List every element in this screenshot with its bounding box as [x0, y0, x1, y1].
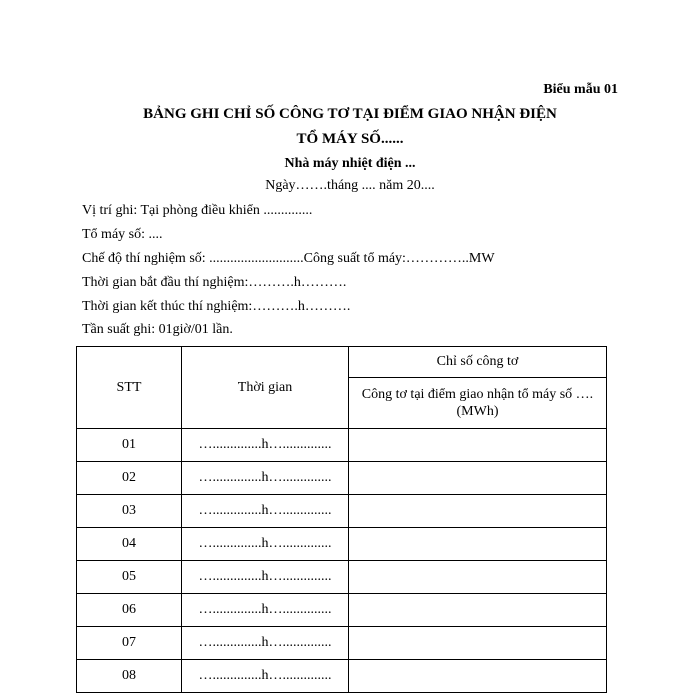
- test-mode-capacity: Chế độ thí nghiệm số: ...........................Công suất tổ máy:…………..MW: [82, 251, 495, 266]
- row-stt: 08: [77, 660, 182, 693]
- table-row: [77, 660, 607, 693]
- row-meter-value[interactable]: [349, 561, 607, 594]
- row-stt: 07: [77, 627, 182, 660]
- row-time[interactable]: …..............h…..............: [182, 627, 349, 660]
- row-time[interactable]: …..............h…..............: [182, 429, 349, 462]
- meter-reading-table: [76, 346, 607, 693]
- form-code: Biểu mẫu 01: [543, 82, 618, 97]
- row-stt: 03: [77, 495, 182, 528]
- table-body: [77, 429, 607, 693]
- row-time[interactable]: …..............h…..............: [182, 594, 349, 627]
- row-time[interactable]: …..............h…..............: [182, 528, 349, 561]
- unit-number: Tổ máy số: ....: [82, 227, 163, 242]
- recording-frequency: Tần suất ghi: 01giờ/01 lần.: [82, 322, 233, 337]
- row-meter-value[interactable]: [349, 462, 607, 495]
- table-row: [77, 627, 607, 660]
- row-meter-value[interactable]: [349, 660, 607, 693]
- row-meter-value[interactable]: [349, 594, 607, 627]
- row-meter-value[interactable]: [349, 627, 607, 660]
- table-row: [77, 495, 607, 528]
- row-stt: 01: [77, 429, 182, 462]
- time-header: Thời gian: [182, 347, 349, 429]
- plant-name: Nhà máy nhiệt điện ...: [284, 156, 416, 171]
- recording-location: Vị trí ghi: Tại phòng điều khiển ..............: [82, 203, 313, 218]
- table-row: [77, 561, 607, 594]
- test-start-time: Thời gian bắt đầu thí nghiệm:……….h……….: [82, 275, 347, 290]
- table-row: [77, 429, 607, 462]
- row-stt: 04: [77, 528, 182, 561]
- row-time[interactable]: …..............h…..............: [182, 462, 349, 495]
- row-stt: 05: [77, 561, 182, 594]
- row-time[interactable]: …..............h…..............: [182, 660, 349, 693]
- row-stt: 02: [77, 462, 182, 495]
- row-meter-value[interactable]: [349, 528, 607, 561]
- stt-header: STT: [77, 347, 182, 429]
- table-row: [77, 528, 607, 561]
- document-title: BẢNG GHI CHỈ SỐ CÔNG TƠ TẠI ĐIỂM GIAO NHẬN ĐIỆN: [143, 106, 557, 122]
- date-line: Ngày…….tháng .... năm 20....: [265, 178, 435, 193]
- row-time[interactable]: …..............h…..............: [182, 561, 349, 594]
- row-time[interactable]: …..............h…..............: [182, 495, 349, 528]
- row-meter-value[interactable]: [349, 495, 607, 528]
- table-row: [77, 594, 607, 627]
- test-end-time: Thời gian kết thúc thí nghiệm:……….h……….: [82, 299, 351, 314]
- table-row: [77, 462, 607, 495]
- unit-title: TỔ MÁY SỐ......: [296, 131, 404, 147]
- row-stt: 06: [77, 594, 182, 627]
- meter-sub-header: Công tơ tại điểm giao nhận tổ máy số …. (MWh): [349, 378, 607, 429]
- row-meter-value[interactable]: [349, 429, 607, 462]
- meter-group-header: Chỉ số công tơ: [349, 347, 607, 378]
